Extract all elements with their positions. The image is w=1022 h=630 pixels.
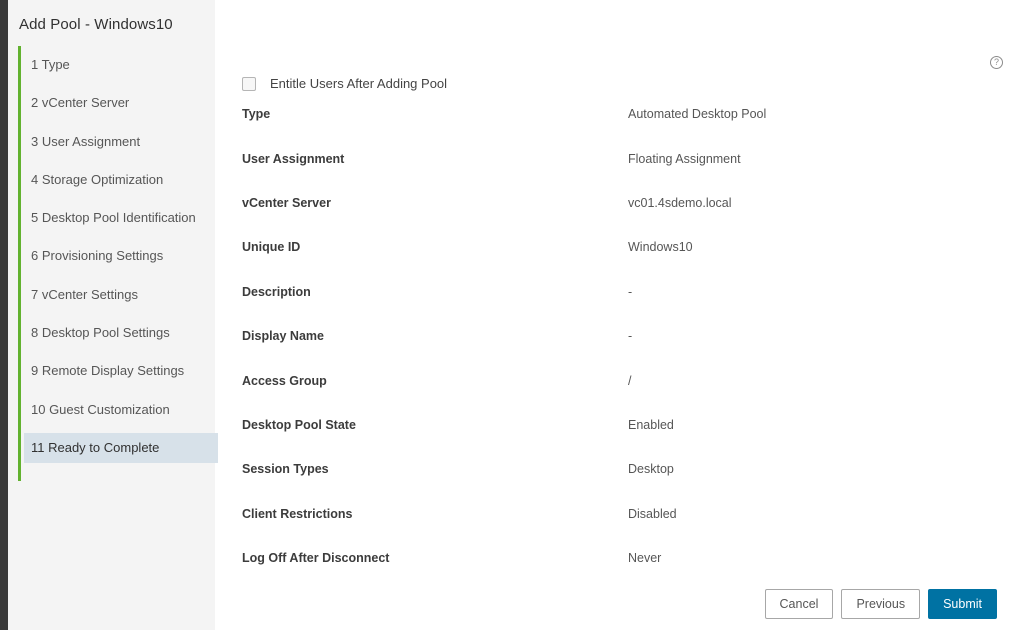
summary-label: Access Group: [242, 373, 327, 388]
summary-label: User Assignment: [242, 151, 345, 166]
summary-value: /: [628, 373, 632, 388]
summary-row: [242, 136, 1002, 180]
wizard-step-desktop-pool-identification[interactable]: 5 Desktop Pool Identification: [31, 210, 196, 226]
summary-label: Type: [242, 107, 271, 122]
summary-value: Floating Assignment: [628, 151, 741, 166]
summary-row: [242, 447, 1002, 491]
wizard-step-user-assignment[interactable]: 3 User Assignment: [31, 133, 141, 149]
entitle-users-label: Entitle Users After Adding Pool: [270, 76, 448, 91]
summary-list: [242, 92, 1002, 580]
summary-value: Enabled: [628, 417, 674, 432]
wizard-step-desktop-pool-settings[interactable]: 8 Desktop Pool Settings: [31, 325, 170, 341]
summary-row: [242, 492, 1002, 536]
submit-button[interactable]: Submit: [928, 589, 997, 619]
summary-value: Never: [628, 551, 662, 566]
summary-label: Unique ID: [242, 240, 301, 255]
summary-value: -: [628, 329, 633, 344]
summary-row: [242, 270, 1002, 314]
summary-label: Session Types: [242, 462, 329, 477]
summary-row: [242, 92, 1002, 136]
summary-label: Display Name: [242, 329, 324, 344]
summary-value: Automated Desktop Pool: [628, 107, 767, 122]
wizard-content: [215, 0, 1022, 630]
summary-label: Desktop Pool State: [242, 417, 356, 432]
wizard-step-type[interactable]: 1 Type: [31, 57, 70, 72]
add-pool-dialog: [8, 0, 1022, 630]
help-icon[interactable]: ?: [990, 56, 1003, 69]
wizard-step-provisioning-settings[interactable]: 6 Provisioning Settings: [31, 248, 164, 264]
previous-button[interactable]: Previous: [841, 589, 920, 619]
summary-row: [242, 314, 1002, 358]
summary-row: [242, 181, 1002, 225]
summary-label: Client Restrictions: [242, 506, 353, 521]
summary-label: Description: [242, 284, 311, 299]
wizard-step-guest-customization[interactable]: 10 Guest Customization: [31, 401, 170, 417]
summary-row: [242, 403, 1002, 447]
summary-value: vc01.4sdemo.local: [628, 195, 732, 210]
wizard-title: Add Pool - Windows10: [19, 16, 173, 33]
summary-value: Disabled: [628, 506, 677, 521]
wizard-step-vcenter-server[interactable]: 2 vCenter Server: [31, 95, 130, 111]
wizard-step-storage-optimization[interactable]: 4 Storage Optimization: [31, 171, 164, 187]
summary-label: vCenter Server: [242, 195, 331, 210]
wizard-step-ready-to-complete[interactable]: 11 Ready to Complete: [24, 433, 218, 463]
entitle-users-checkbox[interactable]: [242, 77, 256, 91]
summary-value: Windows10: [628, 240, 693, 255]
wizard-sidebar: [8, 0, 215, 630]
wizard-step-vcenter-settings[interactable]: 7 vCenter Settings: [31, 286, 138, 302]
summary-value: -: [628, 284, 633, 299]
entitle-users-option[interactable]: [242, 76, 447, 91]
wizard-footer: [765, 589, 997, 619]
summary-row: [242, 225, 1002, 269]
summary-value: Desktop: [628, 462, 674, 477]
summary-label: Log Off After Disconnect: [242, 551, 390, 566]
summary-row: [242, 536, 1002, 580]
wizard-steps: [18, 46, 218, 481]
wizard-step-remote-display-settings[interactable]: 9 Remote Display Settings: [31, 363, 185, 379]
cancel-button[interactable]: Cancel: [765, 589, 834, 619]
summary-row: [242, 358, 1002, 402]
